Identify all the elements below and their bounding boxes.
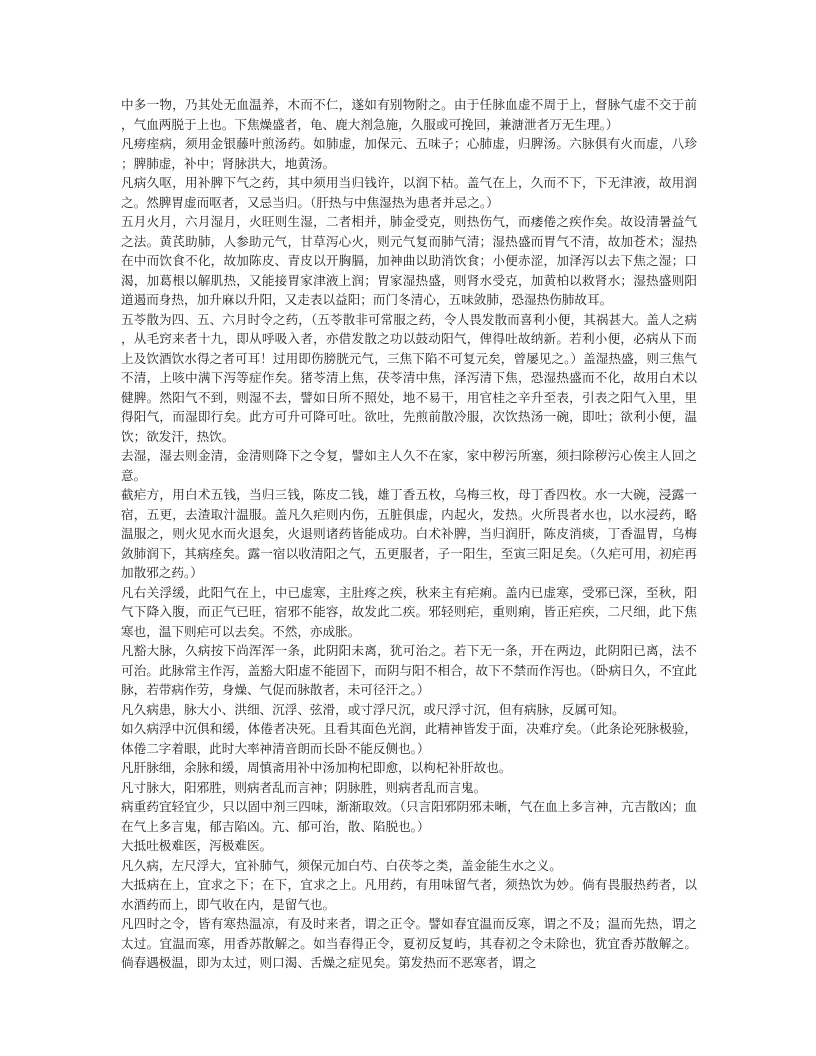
paragraph-13: 凡寸脉大，阳邪胜，则病者乱而言神；阴脉胜，则病者乱而言鬼。: [121, 779, 487, 795]
paragraph-15: 大抵吐极难医，泻极难医。: [121, 838, 273, 853]
paragraph-17: 大抵病在上，宜求之下；在下，宜求之上。凡用药，有用味留气者，须热饮为妙。倘有畏服热药者，以水酒药而上，即气收在内，是留气也。: [121, 877, 697, 912]
paragraph-12: 凡肝脉细，余脉和缓，周慎斋用补中汤加枸杞即愈，以枸杞补肝故也。: [121, 760, 512, 775]
paragraph-9: 凡豁大脉，久病按下尚浑浑一条，此阴阳未离，犹可治之。若下无一条，开在两边，此阴阳已离，法不可治。此脉常主作泻，盖豁大阳虚不能固下，而阴与阳不相合，故下不禁而作泻也。（卧病日久，不宜此脉，若带病作劳，身燥、气促而脉散者，未可径汗之。）: [121, 643, 697, 697]
paragraph-4: 五月火月，六月湿月，火旺则生湿，二者相并，肺金受克，则热伤气，而痿倦之疾作矣。故设清暑益气之法。黄芪助肺，人参助元气，甘草泻心火，则元气复而肺气清；湿热盛而胃气不清，故加苍术；湿热在中而饮食不化，故加陈皮、青皮以开胸膈，加神曲以助消饮食；小便赤涩，加泽泻以去下焦之湿；口渴，加葛根以解肌热，又能接胃家津液上润；胃家湿热盛，则肾水受克，加黄柏以救肾水；湿热盛则阳道遏而身热，加升麻以升阳，又走表以益阳；而门冬清心，五味敛肺，恐湿热伤肺故耳。: [121, 214, 697, 307]
paragraph-16: 凡久病，左尺浮大，宜补肺气，须保元加白芍、白茯苓之类，盖金能生水之义。: [121, 857, 562, 873]
paragraph-5: 五苓散为四、五、六月时令之药，（五苓散非可常服之药，令人畏发散而喜利小便，其祸甚大。盖人之病，从毛窍来者十九，即从呼吸入者，亦借发散之功以鼓动阳气，俾得吐故纳新。若利小便，必病从下而上及饮酒饮水得之者可耳！过用即伤膀胱元气，三焦下陷不可复元矣，曾屡见之。）盖湿热盛，则三焦气不清，上咳中满下泻等症作矣。猪苓清上焦，茯苓清中焦，泽泻清下焦，恐湿热盛而不化，故用白术以健脾。然阳气不到，则湿不去，譬如日所不照处，地不易干，用官桂之辛升至表，引表之阳气入里，里得阳气，而湿即行矣。此方可升可降可吐。欲吐，先煎前散冷服，次饮热汤一碗，即吐；欲利小便，温饮；欲发汗，热饮。: [121, 311, 697, 444]
paragraph-14: 病重药宜轻宜少，只以固中剂三四味，渐渐取效。（只言阳邪阴邪未晰，气在血上多言神，亢吉散凶；血在气上多言鬼，郁吉陷凶。亢、郁可治，散、陷脱也。）: [121, 799, 697, 834]
paragraph-8: 凡右关浮缓，此阳气在上，中已虚寒，主肚疼之疾，秋来主有疟痢。盖内已虚寒，受邪已深，至秋，阳气下降入腹，而正气已旺，宿邪不能容，故发此二疾。邪轻则疟，重则痢，皆正疟疾，二尺细，此下焦寒也，温下则疟可以去矣。不然，亦成胀。: [121, 584, 697, 639]
paragraph-18: 凡四时之令，皆有寒热温凉，有及时来者，谓之正令。譬如春宜温而反寒，谓之不及；温而先热，谓之太过。宜温而寒，用香苏散解之。如当春得正令，夏初反复屿，其春初之令未除也，犹宜香苏散解之。倘春遇极温，即为太过，则口渴、舌燥之症见矣。第发热而不恶寒者，谓之: [121, 916, 697, 970]
paragraph-3: 凡病久呕，用补脾下气之药，其中须用当归钱许，以润下枯。盖气在上，久而不下，下无津液，故用润之。然脾胃虚而呕者，又忌当归。（肝热与中焦湿热为患者并忌之。）: [121, 175, 697, 210]
paragraph-1: 中多一物，乃其处无血温养，木而不仁，遂如有别物附之。由于任脉血虚不周于上，督脉气虚不交于前，气血两脱于上也。下焦燥盛者，龟、鹿大剂急施，久服或可挽回，兼溏泄者万无生理。）: [121, 97, 697, 132]
paragraph-7: 截疟方，用白术五钱，当归三钱，陈皮二钱，雄丁香五枚，乌梅三枚，母丁香四枚。水一大碗，浸露一宿，五更，去渣取汁温服。盖凡久疟则内伤，五脏俱虚，内起火，发热。火所畏者水也，以水浸药，略温服之，则火见水而火退矣，火退则诸药皆能成功。白术补脾，当归润肝，陈皮消痰，丁香温胃，乌梅敛肺润下，其病痊矣。露一宿以收清阳之气，五更服者，子一阳生，至寅三阳足矣。（久疟可用，初疟再加散邪之药。）: [121, 487, 697, 580]
paragraph-10: 凡久病患，脉大小、洪细、沉浮、弦滑，或寸浮尺沉，或尺浮寸沉，但有病脉，反属可知。: [121, 701, 625, 717]
paragraph-2: 凡痨痓病，须用金银藤叶煎汤药。如肺虚，加保元、五味子；心肺虚，归脾汤。六脉俱有火而虚，八珍；脾肺虚，补中；肾脉洪大，地黄汤。: [121, 136, 697, 171]
paragraph-6: 去湿，湿去则金清，金清则降下之令复，譬如主人久不在家，家中秽污所塞，须扫除秽污心俟主人回之意。: [121, 448, 697, 483]
paragraph-11: 如久病浮中沉俱和缓，体倦者决死。且看其面色光润，此精神皆发于面，决难疗矣。（此条论死脉极验，体倦二字着眼，此时大率神清音朗而长卧不能反侧也。）: [121, 721, 697, 756]
body-text: [121, 95, 697, 973]
